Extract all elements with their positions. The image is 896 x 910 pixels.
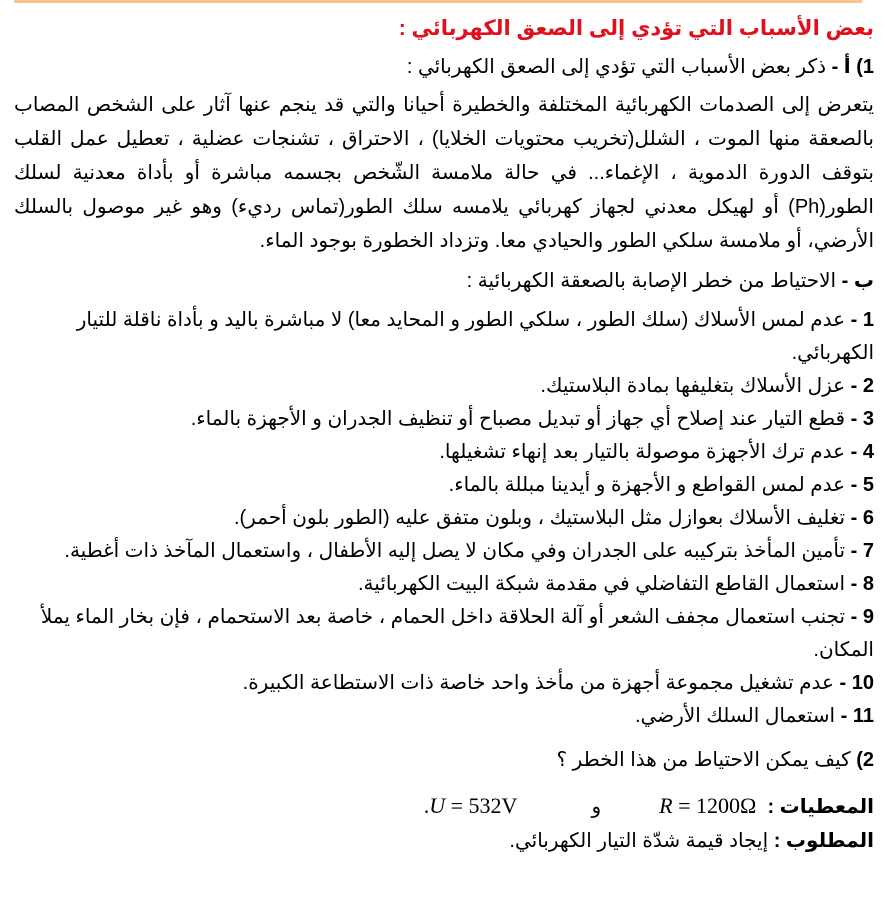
precaution-item	[14, 502, 874, 535]
r-value: = 1200Ω	[678, 793, 757, 818]
item-text: تجنب استعمال مجفف الشعر أو آلة الحلاقة داخل الحمام ، خاصة بعد الاستحمام ، فإن بخار الماء يملأ المكان.	[40, 606, 874, 661]
item-number: 9 -	[850, 606, 874, 628]
precaution-item	[14, 667, 874, 700]
precaution-item	[14, 535, 874, 568]
precaution-item	[14, 403, 874, 436]
precaution-item	[14, 568, 874, 601]
item-number: 6 -	[850, 507, 874, 529]
item-number: 2 -	[850, 375, 874, 397]
precaution-item	[14, 304, 874, 370]
item-text: استعمال القاطع التفاضلي في مقدمة شبكة البيت الكهربائية.	[358, 573, 846, 595]
conjunction: و	[591, 796, 602, 818]
item-number: 4 -	[850, 441, 874, 463]
precaution-item	[14, 370, 874, 403]
item-number: 11 -	[840, 705, 874, 727]
required-label: المطلوب :	[773, 830, 874, 852]
document-page	[14, 10, 874, 858]
u-value: = 532V	[450, 793, 518, 818]
item-text: عدم لمس القواطع و الأجهزة و أيدينا مبللة بالماء.	[448, 474, 846, 496]
item-text: عدم ترك الأجهزة موصولة بالتيار بعد إنهاء تشغيلها.	[439, 441, 846, 463]
item-number: 5 -	[850, 474, 874, 496]
resistance-value	[659, 789, 756, 823]
top-rule	[14, 0, 862, 3]
item-number: 7 -	[850, 540, 874, 562]
precaution-item	[14, 436, 874, 469]
item-text: عدم لمس الأسلاك (سلك الطور ، سلكي الطور و المحايد معا) لا مباشرة باليد و بأداة ناقلة للتيار الكهربائي.	[76, 309, 874, 364]
part-2-question	[14, 743, 874, 777]
part-1a-letter: أ -	[831, 56, 851, 78]
required-data	[14, 824, 874, 858]
item-number: 10 -	[839, 672, 874, 694]
given-data	[14, 789, 874, 824]
precautions-list	[14, 304, 874, 733]
part-2-number: 2)	[856, 749, 874, 771]
part-1b-letter: ب -	[841, 270, 874, 292]
item-text: تأمين المأخذ بتركيبه على الجدران وفي مكان لا يصل إليه الأطفال ، واستعمال المآخذ ذات أغطية.	[64, 540, 846, 562]
item-number: 8 -	[850, 573, 874, 595]
required-text: إيجاد قيمة شدّة التيار الكهربائي.	[509, 830, 769, 852]
item-text: قطع التيار عند إصلاح أي جهاز أو تبديل مصباح أو تنظيف الجدران و الأجهزة بالماء.	[190, 408, 846, 430]
r-symbol: R	[659, 793, 673, 818]
item-number: 3 -	[850, 408, 874, 430]
voltage-value	[429, 789, 517, 823]
part-1a-text: ذكر بعض الأسباب التي تؤدي إلى الصعق الكهربائي :	[406, 56, 826, 78]
part-1a-heading	[14, 50, 874, 84]
item-text: استعمال السلك الأرضي.	[634, 705, 836, 727]
precaution-item	[14, 601, 874, 667]
item-text: عزل الأسلاك بتغليفها بمادة البلاستيك.	[540, 375, 846, 397]
section-title: بعض الأسباب التي تؤدي إلى الصعق الكهربائي :	[398, 17, 874, 40]
end-period: .	[423, 793, 430, 818]
part-2-text: كيف يمكن الاحتياط من هذا الخطر ؟	[556, 749, 851, 771]
u-symbol: U	[429, 793, 446, 818]
causes-paragraph: يتعرض إلى الصدمات الكهربائية المختلفة والخطيرة أحيانا والتي قد ينجم عنها آثار على الشخص المصاب بالصعقة منها الموت ، الشلل(تخريب محتويات الخلايا) ، الاحتراق ، تشنجات عضلية ، تعطيل عمل القلب بتوقف الدورة الدموية ، الإغماء... في حالة ملامسة الشّخص بجسمه مباشرة أو بأداة معدنية لسلك الطور(Ph) أو لهيكل معدني لجهاز كهربائي يلامسه سلك الطور(تماس رديء) وهو غير موصول بالسلك الأرضي، أو ملامسة سلكي الطور والحيادي معا. وتزداد الخطورة بوجود الماء.	[14, 94, 875, 252]
part-1b-heading	[14, 264, 874, 298]
precaution-item	[14, 469, 874, 502]
given-label: المعطيات :	[767, 796, 874, 818]
part-1b-text: الاحتياط من خطر الإصابة بالصعقة الكهربائية :	[466, 270, 837, 292]
precaution-item	[14, 700, 874, 733]
item-text: عدم تشغيل مجموعة أجهزة من مأخذ واحد خاصة ذات الاستطاعة الكبيرة.	[242, 672, 834, 694]
item-text: تغليف الأسلاك بعوازل مثل البلاستيك ، وبلون متفق عليه (الطور بلون أحمر).	[233, 507, 846, 529]
item-number: 1 -	[850, 309, 874, 331]
part-1-number: 1)	[856, 56, 874, 78]
